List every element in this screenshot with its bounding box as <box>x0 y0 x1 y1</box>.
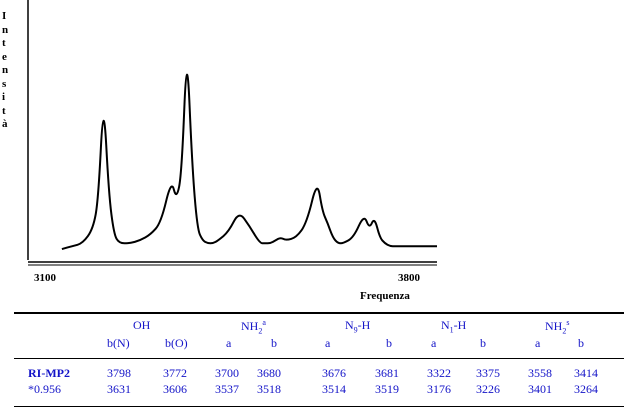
table-subheader: a <box>535 336 541 350</box>
table-cell: 3401 <box>528 382 552 396</box>
y-axis-label-letter: t <box>2 104 6 117</box>
table-subheader: b <box>578 336 584 350</box>
table-cell: 3226 <box>476 382 500 396</box>
x-tick-label: 3800 <box>398 272 420 284</box>
series-line <box>62 75 437 249</box>
table-row-label: RI-MP2 <box>28 366 70 380</box>
table-subheader: b(N) <box>107 336 130 350</box>
table-header-n9h: $N_9-H$ <box>345 318 371 335</box>
table-cell: 3518 <box>257 382 281 396</box>
table-top-rule <box>14 312 624 314</box>
table-cell: 3681 <box>375 366 399 380</box>
table-cell: 3264 <box>574 382 598 396</box>
x-axis-label: Frequenza <box>360 290 410 302</box>
y-axis-label-letter: e <box>2 50 7 63</box>
table-subheader: a <box>226 336 232 350</box>
table-cell: 3798 <box>107 366 131 380</box>
y-axis-label-letter: i <box>2 91 6 103</box>
y-axis-label-letter: s <box>2 77 7 90</box>
table-bottom-rule <box>14 406 624 407</box>
table-subheader: b(O) <box>165 336 188 350</box>
table-cell: 3772 <box>163 366 187 380</box>
table-subheader: b <box>271 336 277 350</box>
y-axis-label-letter: t <box>2 37 6 49</box>
table-cell: 3176 <box>427 382 451 396</box>
table-cell: 3631 <box>107 382 131 396</box>
table-header-nh2a: $NH_2^a$ <box>241 318 266 336</box>
table-cell: 3537 <box>215 382 239 396</box>
table-cell: 3680 <box>257 366 281 380</box>
table-cell: 3514 <box>322 382 346 396</box>
table-cell: 3700 <box>215 366 239 380</box>
table-mid-rule <box>14 358 624 359</box>
table-subheader: a <box>325 336 331 350</box>
table-cell: 3375 <box>476 366 500 380</box>
table-cell: 3519 <box>375 382 399 396</box>
table-header-nh2s: $NH_2^s$ <box>545 318 570 336</box>
table-cell: 3558 <box>528 366 552 380</box>
table-cell: 3606 <box>163 382 187 396</box>
table-cell: 3414 <box>574 366 598 380</box>
y-axis-label-letter: n <box>2 64 9 76</box>
y-axis-label-letter: I <box>2 10 7 22</box>
x-tick-label: 3100 <box>34 272 56 284</box>
y-axis-label-letter: à <box>2 118 8 130</box>
table-header-n1h: $N_1-H$ <box>441 318 467 335</box>
y-axis-label-letter: n <box>2 23 9 36</box>
table-subheader: b <box>386 336 392 350</box>
table-cell: 3676 <box>322 366 346 380</box>
table-header-oh: OH <box>133 318 151 332</box>
table-subheader: b <box>480 336 486 350</box>
table-row-label: *0.956 <box>28 382 61 396</box>
table-cell: 3322 <box>427 366 451 380</box>
table-subheader: a <box>431 336 437 350</box>
